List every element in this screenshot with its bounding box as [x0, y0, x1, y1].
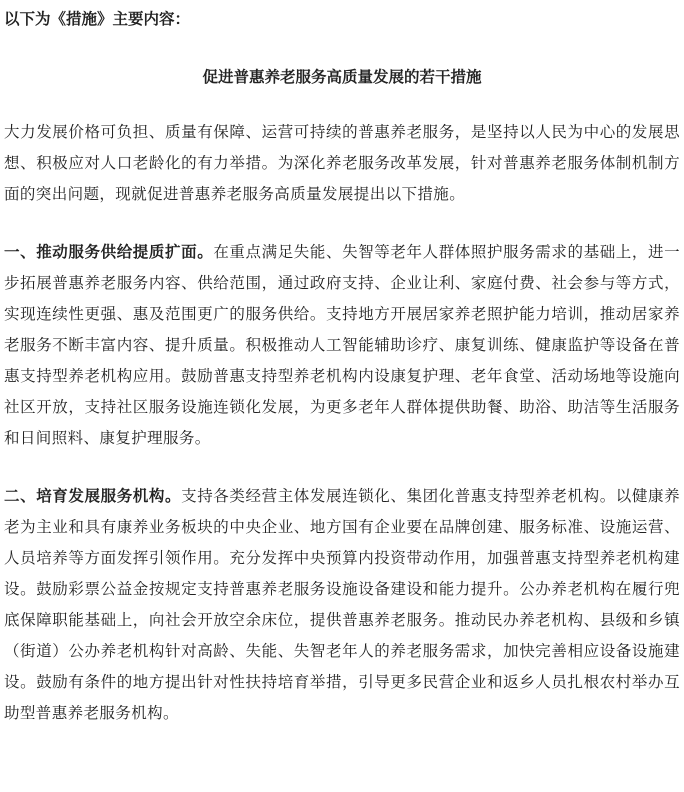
document-title: 促进普惠养老服务高质量发展的若干措施 [202, 68, 482, 86]
section-1-paragraph [4, 237, 680, 454]
section-2-body: 支持各类经营主体发展连锁化、集团化普惠支持型养老机构。以健康养老为主业和具有康养业务板块的中央企业、地方国有企业要在品牌创建、服务标准、设施运营、人员培养等方面发挥引领作用。充分发挥中央预算内投资带动作用，加强普惠支持型养老机构建设。鼓励彩票公益金按规定支持普惠养老服务设施设备建设和能力提升。公办养老机构在履行兜底保障职能基础上，向社会开放空余床位，提供普惠养老服务。推动民办养老机构、县级和乡镇（街道）公办养老机构针对高龄、失能、失智老年人的养老服务需求，加快完善相应设备设施建设。鼓励有条件的地方提出针对性扶持培育举措，引导更多民营企业和返乡人员扎根农村举办互助型普惠养老服务机构。 [4, 487, 681, 722]
preamble-paragraph: 大力发展价格可负担、质量有保障、运营可持续的普惠养老服务，是坚持以人民为中心的发展思想、积极应对人口老龄化的有力举措。为深化养老服务改革发展，针对普惠养老服务体制机制方面的突出问题，现就促进普惠养老服务高质量发展提出以下措施。 [4, 123, 680, 203]
section-1-heading: 一、推动服务供给提质扩面。 [4, 243, 214, 261]
section-2-heading: 二、培育发展服务机构。 [4, 487, 182, 505]
intro-line: 以下为《措施》主要内容： [4, 10, 191, 28]
section-2-paragraph [4, 481, 680, 729]
section-1-body: 在重点满足失能、失智等老年人群体照护服务需求的基础上，进一步拓展普惠养老服务内容、供给范围，通过政府支持、企业让利、家庭付费、社会参与等方式，实现连续性更强、惠及范围更广的服务供给。支持地方开展居家养老照护能力培训，推动居家养老服务不断丰富内容、提升质量。积极推动人工智能辅助诊疗、康复训练、健康监护等设备在普惠支持型养老机构应用。鼓励普惠支持型养老机构内设康复护理、老年食堂、活动场地等设施向社区开放，支持社区服务设施连锁化发展，为更多老年人群体提供助餐、助浴、助洁等生活服务和日间照料、康复护理服务。 [4, 243, 681, 447]
